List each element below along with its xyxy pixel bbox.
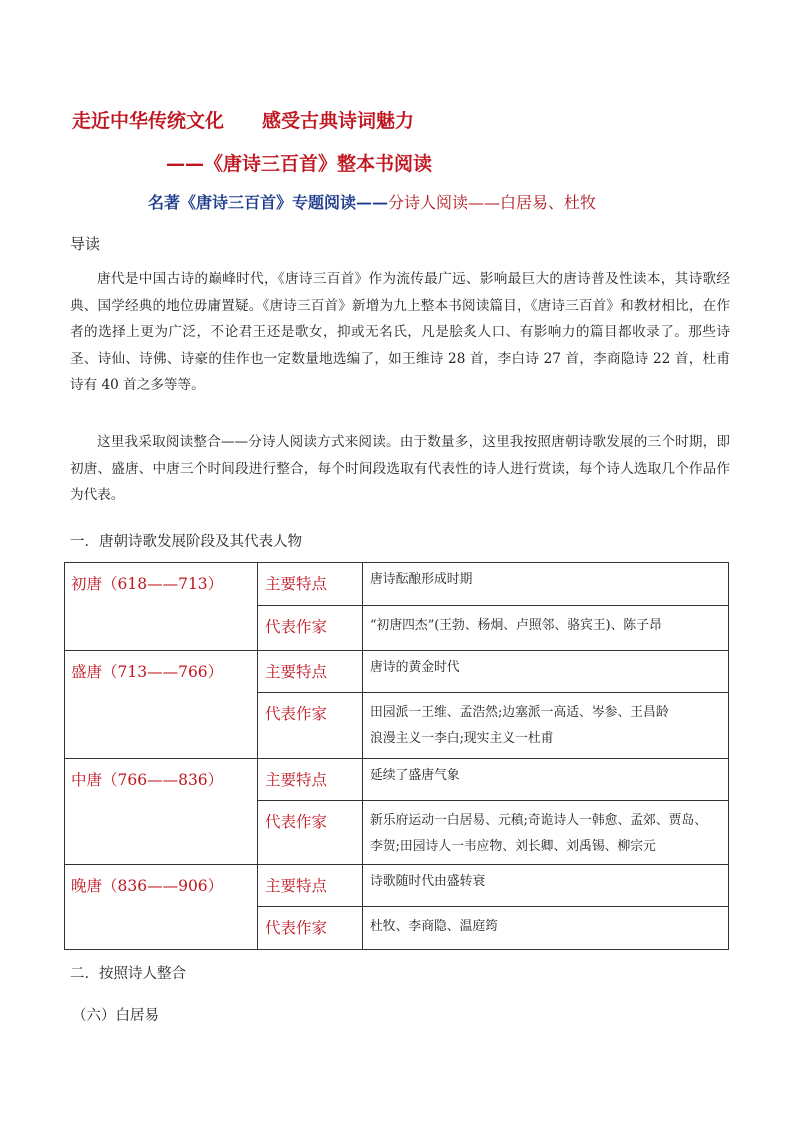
topic-heading-red: 分诗人阅读——白居易、杜牧 (388, 193, 597, 212)
authors-early-line-1: “初唐四杰”(王勃、杨炯、卢照邻、骆宾王)、陈子昂 (370, 618, 662, 633)
table-row (65, 759, 729, 801)
era-name-early: 初唐（618——713） (65, 563, 258, 651)
authors-late (363, 907, 729, 950)
table-row (65, 865, 729, 907)
table-row (65, 563, 729, 606)
main-title-part1: 走近中华传统文化 (72, 110, 225, 132)
authors-high-line-1: 田园派一王维、孟浩然;边塞派一高适、岑参、王昌龄 (370, 705, 669, 720)
main-title (72, 106, 414, 133)
era-name-mid: 中唐（766——836） (65, 759, 258, 865)
intro-paragraph-2: 这里我采取阅读整合——分诗人阅读方式来阅读。由于数量多，这里我按照唐朝诗歌发展的三个时期，即初唐、盛唐、中唐三个时间段进行整合，每个时间段选取有代表性的诗人进行赏读，每个诗人选取几个作品作为代表。 (70, 434, 730, 503)
label-features: 主要特点 (258, 651, 363, 693)
topic-heading (148, 190, 596, 213)
section1-heading: 一．唐朝诗歌发展阶段及其代表人物 (70, 534, 302, 550)
intro-heading: 导读 (70, 235, 101, 253)
label-authors: 代表作家 (258, 693, 363, 759)
label-authors: 代表作家 (258, 606, 363, 651)
era-name-high: 盛唐（713——766） (65, 651, 258, 759)
authors-high-line-2: 浪漫主义一李白;现实主义一杜甫 (370, 731, 554, 746)
authors-mid-line-2: 李贺;田园诗人一韦应物、刘长卿、刘禹锡、柳宗元 (370, 839, 656, 854)
label-features: 主要特点 (258, 865, 363, 907)
label-features: 主要特点 (258, 563, 363, 606)
authors-late-line-1: 杜牧、李商隐、温庭筠 (370, 919, 498, 934)
features-late: 诗歌随时代由盛转衰 (363, 865, 729, 907)
features-mid: 延续了盛唐气象 (363, 759, 729, 801)
section2-subheading: （六）白居易 (72, 1008, 159, 1024)
authors-mid (363, 801, 729, 865)
book-subtitle: ——《唐诗三百首》整本书阅读 (166, 153, 433, 175)
authors-early (363, 606, 729, 651)
main-title-part2: 感受古典诗词魅力 (262, 110, 415, 132)
intro-paragraph-1: 唐代是中国古诗的巅峰时代，《唐诗三百首》作为流传最广远、影响最巨大的唐诗普及性读本，其诗歌经典、国学经典的地位毋庸置疑。《唐诗三百首》新增为九上整本书阅读篇目，《唐诗三百首》和教材相比，在作者的选择上更为广泛，不论君王还是歌女，抑或无名氏，凡是脍炙人口、有影响力的篇目都收录了。那些诗圣、诗仙、诗佛、诗豪的佳作也一定数量地选编了，如王维诗 28 首，李白诗 27 首，李商隐诗 22 首，杜甫诗有 40 首之多等等。 (70, 271, 730, 393)
era-name-late: 晚唐（836——906） (65, 865, 258, 950)
label-authors: 代表作家 (258, 907, 363, 950)
label-authors: 代表作家 (258, 801, 363, 865)
features-early: 唐诗酝酿形成时期 (363, 563, 729, 606)
table-row (65, 651, 729, 693)
topic-heading-bold: 名著《唐诗三百首》专题阅读—— (148, 193, 389, 212)
features-high: 唐诗的黄金时代 (363, 651, 729, 693)
era-table (64, 562, 729, 950)
label-features: 主要特点 (258, 759, 363, 801)
section2-heading: 二．按照诗人整合 (70, 966, 186, 982)
authors-high (363, 693, 729, 759)
authors-mid-line-1: 新乐府运动一白居易、元稹;奇诡诗人一韩愈、孟郊、贾岛、 (370, 813, 708, 828)
